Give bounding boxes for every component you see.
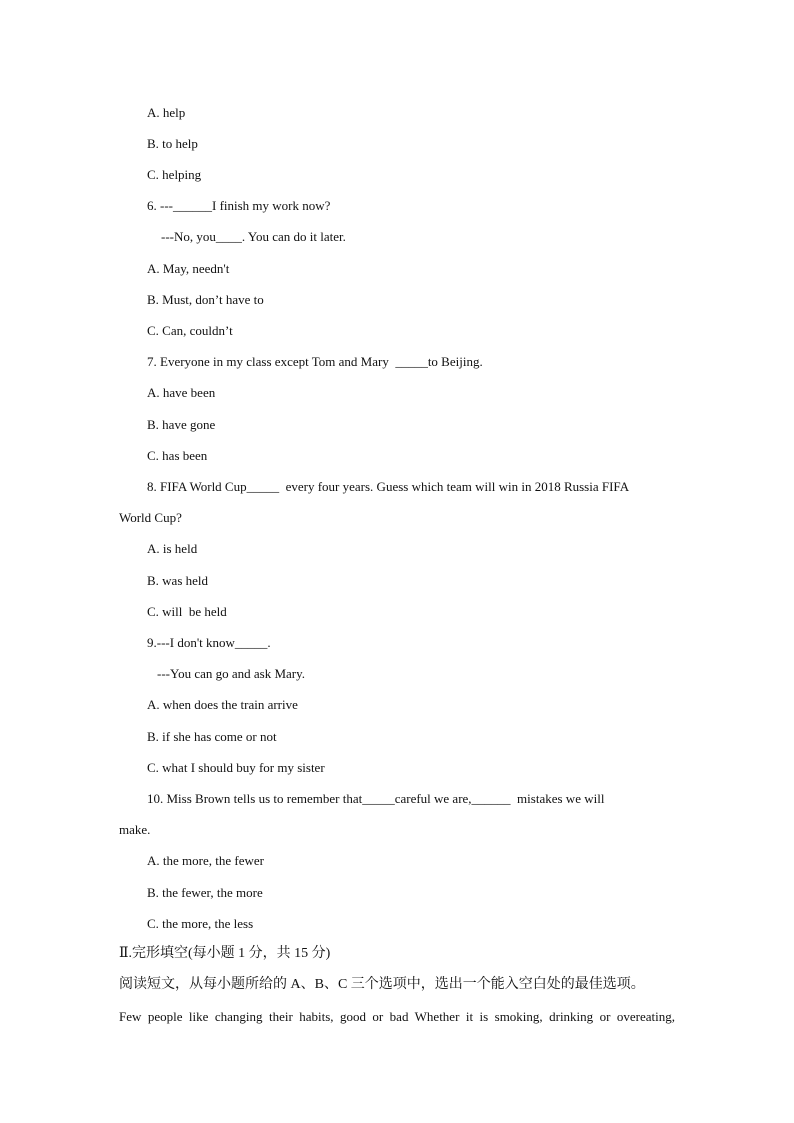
- option-6b: B. Must, don’t have to: [147, 292, 264, 307]
- question-6-reply: ---No, you____. You can do it later.: [161, 229, 346, 244]
- question-8-continued: World Cup?: [119, 510, 182, 525]
- option-7c: C. has been: [147, 448, 208, 463]
- option-8a: A. is held: [147, 541, 198, 556]
- option-6a: A. May, needn't: [147, 261, 230, 276]
- question-6: 6. ---______I finish my work now?: [147, 198, 331, 213]
- passage-first-line: Few people like changing their habits, good or bad Whether it is smoking, drinking or overeating,: [119, 1009, 675, 1024]
- question-8: 8. FIFA World Cup_____ every four years. Guess which team will win in 2018 Russia FIFA: [147, 479, 630, 494]
- question-7: 7. Everyone in my class except Tom and Mary _____to Beijing.: [147, 354, 483, 369]
- option-10c: C. the more, the less: [147, 916, 254, 931]
- option-9b: B. if she has come or not: [147, 729, 277, 744]
- question-10: 10. Miss Brown tells us to remember that_____careful we are,______ mistakes we will: [147, 791, 605, 806]
- option-5a: A. help: [147, 105, 186, 120]
- option-9c: C. what I should buy for my sister: [147, 760, 325, 775]
- option-9a: A. when does the train arrive: [147, 697, 298, 712]
- option-10a: A. the more, the fewer: [147, 853, 264, 868]
- section-heading: Ⅱ.完形填空(每小题 1 分，共 15 分): [119, 946, 331, 961]
- option-7a: A. have been: [147, 385, 216, 400]
- section-instructions: 阅读短文，从每小题所给的 A、B、C 三个选项中，选出一个能入空白处的最佳选项。: [119, 977, 645, 992]
- question-9: 9.---I don't know_____.: [147, 635, 271, 650]
- question-10-continued: make.: [119, 822, 151, 837]
- option-10b: B. the fewer, the more: [147, 885, 263, 900]
- option-5c: C. helping: [147, 167, 202, 182]
- option-8c: C. will be held: [147, 604, 227, 619]
- question-9-reply: ---You can go and ask Mary.: [157, 666, 306, 681]
- option-8b: B. was held: [147, 573, 209, 588]
- option-7b: B. have gone: [147, 417, 216, 432]
- option-6c: C. Can, couldn’t: [147, 323, 233, 338]
- option-5b: B. to help: [147, 136, 198, 151]
